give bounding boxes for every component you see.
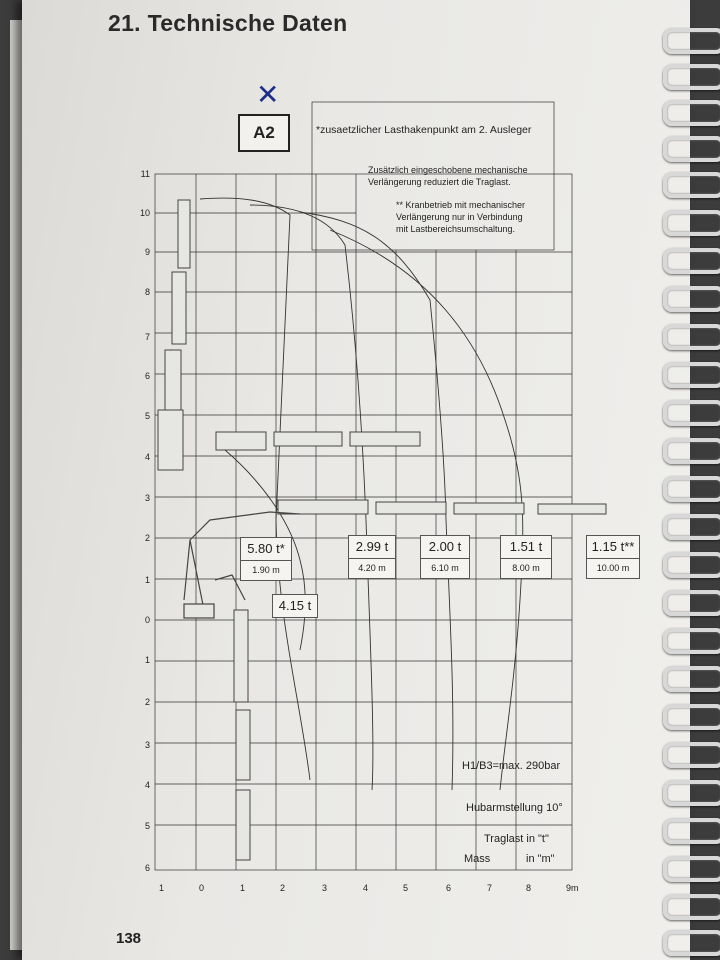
page-number: 138 — [116, 930, 142, 947]
extension-note-line-2: Verlängerung reduziert die Traglast. — [368, 177, 511, 187]
binding-ring — [663, 438, 720, 464]
y-label: 2 — [144, 697, 150, 707]
extension-note-line-1: Zusätzlich eingeschobene mechanische — [368, 165, 528, 175]
binding-ring — [663, 818, 720, 844]
binding-ring — [663, 28, 720, 54]
x-label: 9m — [566, 883, 579, 893]
y-label: 9 — [144, 247, 150, 257]
binding-ring — [663, 324, 720, 350]
x-label: 7 — [487, 883, 493, 893]
load-value: 2.00 t — [421, 536, 469, 559]
y-label: 7 — [144, 332, 150, 342]
x-label: 2 — [280, 883, 286, 893]
x-label: 1 — [240, 883, 246, 893]
winch-note-line-1: ** Kranbetrieb mit mechanischer — [396, 200, 526, 210]
x-label: 1 — [159, 883, 165, 893]
load-box — [586, 535, 640, 579]
y-label: 8 — [144, 287, 150, 297]
y-label: 5 — [144, 411, 150, 421]
diagram-grid — [155, 102, 572, 870]
load-box — [500, 535, 552, 579]
x-label: 3 — [322, 883, 328, 893]
binding-ring — [663, 704, 720, 730]
diagram-label: A2 — [253, 123, 275, 142]
y-label: 1 — [144, 655, 150, 665]
binding-ring — [663, 476, 720, 502]
binding-ring — [663, 666, 720, 692]
y-label: 4 — [144, 780, 150, 790]
binding-ring — [663, 856, 720, 882]
legend-mass-unit: in "m" — [526, 853, 555, 865]
load-reach: 8.00 m — [512, 563, 540, 573]
binding-ring — [663, 248, 720, 274]
y-label: 10 — [139, 208, 150, 218]
binding-ring — [663, 514, 720, 540]
binding-ring — [663, 894, 720, 920]
y-label: 0 — [144, 615, 150, 625]
load-box — [348, 535, 396, 579]
binding-ring — [663, 930, 720, 956]
binding-ring — [663, 286, 720, 312]
load-reach: 1.90 m — [252, 565, 280, 575]
binding-ring — [663, 400, 720, 426]
binding-ring — [663, 172, 720, 198]
binding-ring — [663, 780, 720, 806]
binding-ring — [663, 100, 720, 126]
x-label: 5 — [403, 883, 409, 893]
load-reach: 10.00 m — [596, 563, 630, 573]
y-label: 6 — [144, 371, 150, 381]
x-label: 8 — [526, 883, 532, 893]
binding-ring — [663, 64, 720, 90]
binding-ring — [663, 210, 720, 236]
binding-ring — [663, 362, 720, 388]
binding-ring — [663, 742, 720, 768]
y-label: 3 — [144, 493, 150, 503]
y-label: 1 — [144, 575, 150, 585]
legend-mass: Mass — [464, 853, 491, 865]
page-title: 21. Technische Daten — [108, 10, 348, 36]
winch-note-line-2: Verlängerung nur in Verbindung — [396, 212, 523, 222]
x-label: 6 — [446, 883, 452, 893]
load-box — [420, 535, 470, 579]
spiral-binding — [655, 0, 720, 960]
y-label: 11 — [140, 169, 150, 179]
handwritten-x-mark: ✕ — [256, 78, 280, 111]
winch-note-line-3: mit Lastbereichsumschaltung. — [396, 224, 516, 234]
binding-ring — [663, 552, 720, 578]
extra-load-box: 4.15 t — [272, 594, 318, 618]
binding-ring — [663, 590, 720, 616]
x-label: 4 — [363, 883, 369, 893]
load-reach: 6.10 m — [431, 563, 459, 573]
load-box — [240, 537, 292, 581]
y-label: 5 — [144, 821, 150, 831]
binding-ring — [663, 136, 720, 162]
load-value: 1.51 t — [501, 536, 551, 559]
y-label: 3 — [144, 740, 150, 750]
binding-ring — [663, 628, 720, 654]
y-label: 6 — [144, 863, 150, 873]
load-value: 5.80 t* — [241, 538, 291, 561]
load-reach: 4.20 m — [358, 563, 386, 573]
legend-traglast: Traglast in "t" — [484, 833, 549, 845]
load-value: 2.99 t — [349, 536, 395, 559]
y-label: 2 — [144, 533, 150, 543]
legend-pressure: H1/B3=max. 290bar — [462, 760, 561, 772]
boom-extensions — [216, 432, 606, 514]
y-label: 4 — [144, 452, 150, 462]
legend-angle: Hubarmstellung 10° — [466, 802, 563, 814]
load-value: 1.15 t** — [587, 536, 639, 559]
x-label: 0 — [199, 883, 205, 893]
hook-point-note: *zusaetzlicher Lasthakenpunkt am 2. Ausleger — [316, 124, 532, 136]
